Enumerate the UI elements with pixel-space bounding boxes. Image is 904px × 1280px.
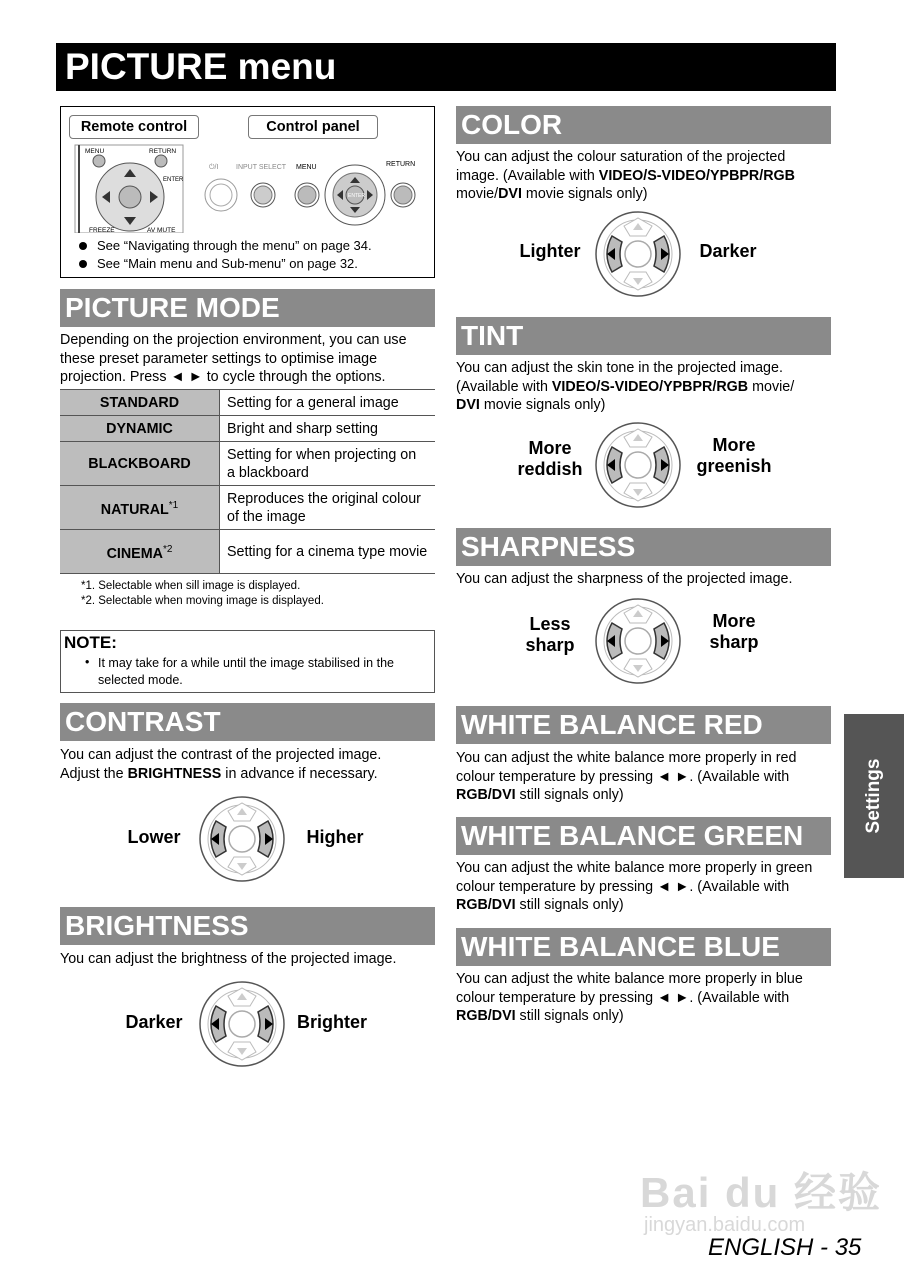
page-number: ENGLISH - 35 — [708, 1234, 862, 1261]
tint-dial-icon — [594, 421, 682, 509]
remote-enter-key: ENTER — [163, 177, 184, 183]
controls-box — [60, 106, 435, 278]
control-panel-illustration — [195, 149, 427, 229]
tint-left-label: More reddish — [517, 438, 583, 479]
controls-bullet-1: See “Navigating through the menu” on page 34. — [79, 237, 372, 254]
page-title: PICTURE menu — [56, 43, 836, 91]
panel-enter-key: ENTER — [348, 193, 365, 199]
mode-name: NATURAL$^{*1}$ — [60, 486, 220, 530]
mode-desc: Reproduces the original colour of the image — [220, 486, 436, 530]
table-row — [60, 530, 435, 574]
contrast-right-label: Higher — [306, 827, 364, 847]
remote-control-illustration — [71, 141, 191, 233]
mode-name: BLACKBOARD — [60, 442, 220, 486]
tint-text: You can adjust the skin tone in the projected image. (Available with VIDEO/S-VIDEO/YPBPR/RGB movie/ DVI movie signals only) — [456, 360, 795, 413]
brightness-dial-icon — [198, 980, 286, 1068]
mode-name: STANDARD — [60, 390, 220, 416]
mode-desc: Setting for a cinema type movie — [220, 530, 436, 574]
table-row — [60, 416, 435, 442]
remote-menu-key: MENU — [85, 148, 105, 155]
tint-heading: TINT — [456, 317, 831, 355]
color-left-label: Lighter — [519, 241, 581, 261]
sharpness-text: You can adjust the sharpness of the projected image. — [456, 571, 793, 587]
controls-bullet-2: See “Main menu and Sub-menu” on page 32. — [79, 255, 358, 272]
table-row — [60, 390, 435, 416]
sharpness-right-label: More sharp — [709, 611, 759, 652]
remote-avmute-key: AV MUTE — [147, 227, 176, 233]
color-heading: COLOR — [456, 106, 831, 144]
color-right-label: Darker — [699, 241, 757, 261]
remote-control-label: Remote control — [69, 115, 199, 139]
table-row — [60, 486, 435, 530]
remote-freeze-key: FREEZE — [89, 227, 115, 233]
mode-name: DYNAMIC — [60, 416, 220, 442]
picture-mode-table — [60, 389, 435, 574]
mode-desc: Bright and sharp setting — [220, 416, 436, 442]
panel-return-key: RETURN — [386, 161, 416, 168]
contrast-heading: CONTRAST — [60, 703, 435, 741]
footnote-1: *1. Selectable when sill image is displayed. — [81, 580, 301, 592]
sharpness-left-label: Less sharp — [525, 614, 575, 655]
panel-power-key: ⏻/I — [209, 164, 219, 171]
brightness-right-label: Brighter — [296, 1012, 367, 1032]
panel-menu-key: MENU — [296, 164, 317, 171]
wb-blue-text: You can adjust the white balance more properly in blue colour temperature by pressing ◄ ►. (Available with RGB/DVI still signals only) — [456, 971, 803, 1024]
wb-red-heading: WHITE BALANCE RED — [456, 706, 831, 744]
brightness-heading: BRIGHTNESS — [60, 907, 435, 945]
brightness-text: You can adjust the brightness of the projected image. — [60, 951, 397, 967]
wb-red-text: You can adjust the white balance more properly in red colour temperature by pressing ◄ ►. (Available with RGB/DVI still signals only) — [456, 750, 797, 803]
control-panel-label: Control panel — [248, 115, 378, 139]
note-heading: NOTE: — [64, 633, 117, 652]
footnote-2: *2. Selectable when moving image is displayed. — [81, 595, 324, 607]
baidu-watermark: Bai du 经验 — [640, 1169, 883, 1216]
contrast-text: You can adjust the contrast of the projected image. Adjust the BRIGHTNESS in advance if necessary. — [60, 747, 382, 782]
wb-green-text: You can adjust the white balance more properly in green colour temperature by pressing ◄ ►. (Available with RGB/DVI still signals only) — [456, 860, 813, 913]
remote-return-key: RETURN — [149, 148, 177, 155]
picture-mode-heading: PICTURE MODE — [60, 289, 435, 327]
table-row — [60, 442, 435, 486]
sharpness-dial-icon — [594, 597, 682, 685]
sharpness-heading: SHARPNESS — [456, 528, 831, 566]
brightness-left-label: Darker — [125, 1012, 183, 1032]
note-box: NOTE: • It may take for a while until the image stabilised in the selected mode. — [60, 630, 435, 693]
contrast-dial-icon — [198, 795, 286, 883]
mode-desc: Setting for a general image — [220, 390, 436, 416]
panel-input-select-key: INPUT SELECT — [236, 164, 287, 171]
note-text: It may take for a while until the image stabilised in the selected mode. — [98, 656, 394, 687]
mode-name: CINEMA$^{*2}$ — [60, 530, 220, 574]
contrast-left-label: Lower — [127, 827, 181, 847]
color-dial-icon — [594, 210, 682, 298]
wb-blue-heading: WHITE BALANCE BLUE — [456, 928, 831, 966]
wb-green-heading: WHITE BALANCE GREEN — [456, 817, 831, 855]
tint-right-label: More greenish — [696, 435, 772, 476]
color-text: You can adjust the colour saturation of the projected image. (Available with VIDEO/S-VIDEO/YPBPR/RGB movie/DVI movie signals only) — [456, 149, 796, 202]
baidu-watermark-url: jingyan.baidu.com — [644, 1214, 806, 1236]
mode-desc: Setting for when projecting on a blackboard — [220, 442, 436, 486]
settings-side-tab-label: Settings — [863, 758, 884, 834]
picture-mode-intro: Depending on the projection environment, you can use these preset parameter settings to optimise image projection. Press ◄ ► to cycle through the options. — [60, 332, 407, 385]
